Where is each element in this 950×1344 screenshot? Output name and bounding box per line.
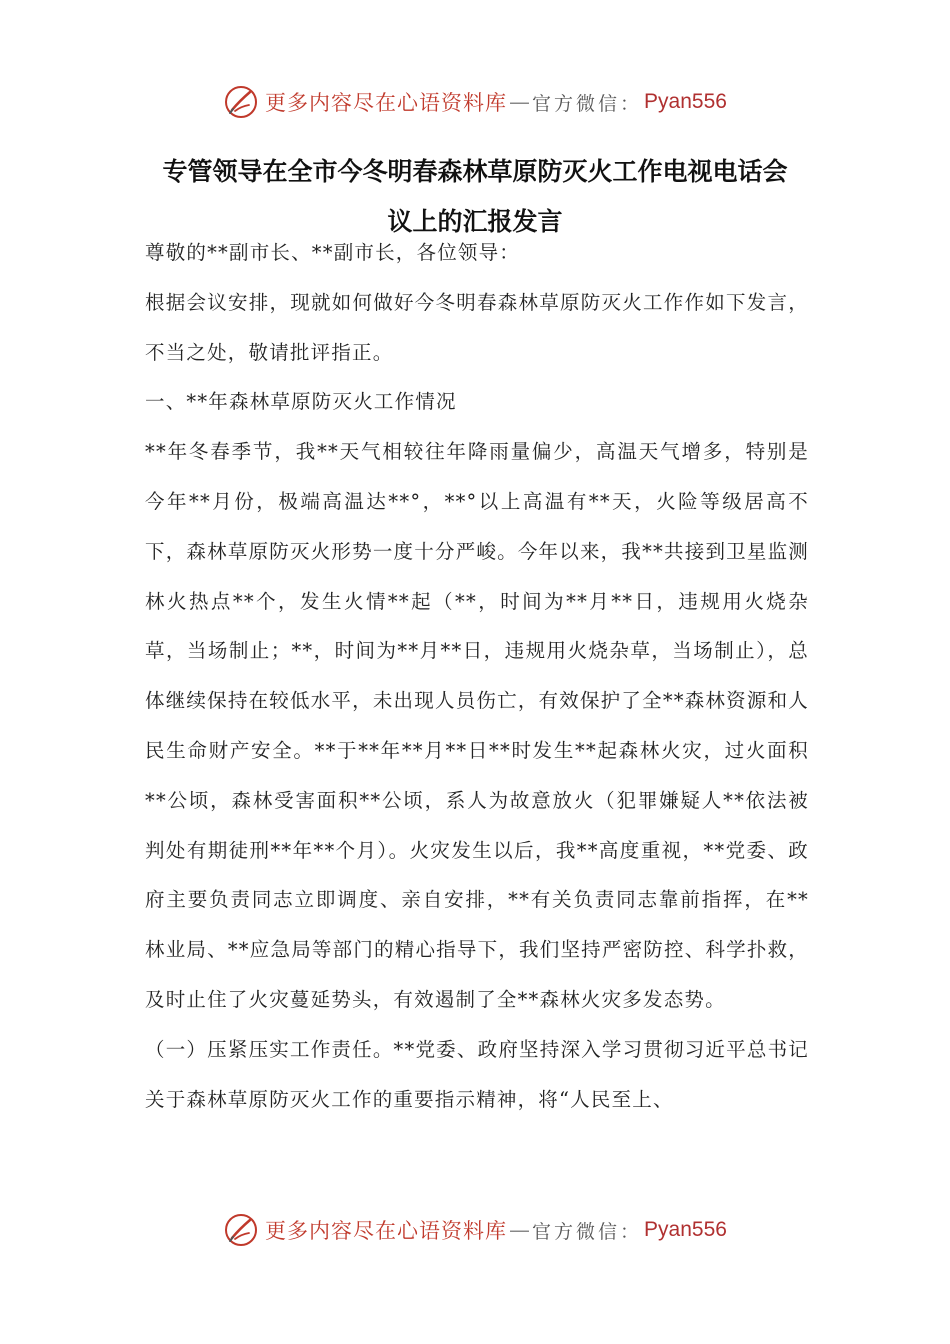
- body-paragraph: **年冬春季节，我**天气相较往年降雨量偏少，高温天气增多，特别是今年**月份，极端高温达**°，**°以上高温有**天，火险等级居高不下，森林草原防灭火形势一度十分严峻。今年以来，我**共接到卫星监测林火热点**个，发生火情**起（**，时间为**月**日，违规用火烧杂草，当场制止；**，时间为**月**日，违规用火烧杂草，当场制止），总体继续保持在较低水平，未出现人员伤亡，有效保护了全**森林资源和人民生命财产安全。**于**年**月**日**时发生**起森林火灾，过火面积**公顷，森林受害面积**公顷，系人为故意放火（犯罪嫌疑人**依法被判处有期徒刑**年**个月）。火灾发生以后，我**高度重视，**党委、政府主要负责同志立即调度、亲自安排，**有关负责同志靠前指挥，在**林业局、**应急局等部门的精心指导下，我们坚持严密防控、科学扑救，及时止住了火灾蔓延势头，有效遏制了全**森林火灾多发态势。: [145, 440, 809, 1011]
- document-body: [145, 228, 809, 1124]
- banner-official-label: 官方微信：: [532, 92, 643, 115]
- banner-wechat-id: Pyan556: [644, 1218, 727, 1241]
- banner-dash: —: [509, 90, 531, 114]
- banner-official-label: 官方微信：: [532, 1220, 643, 1243]
- intro-paragraph: 根据会议安排，现就如何做好今冬明春森林草原防灭火工作作如下发言，不当之处，敬请批评指正。: [145, 290, 809, 364]
- subsection-paragraph: （一）压紧压实工作责任。**党委、政府坚持深入学习贯彻习近平总书记关于森林草原防灭火工作的重要指示精神，将“人民至上、: [145, 1037, 809, 1111]
- document-title-line-1: 专管领导在全市今冬明春森林草原防灭火工作电视电话会: [162, 157, 788, 186]
- banner-dash: —: [509, 1218, 531, 1242]
- banner-brand-text: 更多内容尽在心语资料库: [265, 1219, 508, 1243]
- section-heading: 一、**年森林草原防灭火工作情况: [145, 390, 457, 414]
- header-banner: [0, 80, 950, 124]
- pen-logo-icon: [223, 84, 259, 120]
- banner-brand-text: 更多内容尽在心语资料库: [265, 91, 508, 115]
- footer-banner: [0, 1208, 950, 1252]
- document-title-line-2: 议上的汇报发言: [387, 207, 563, 236]
- pen-logo-icon: [223, 1212, 259, 1248]
- salutation: 尊敬的**副市长、**副市长，各位领导：: [145, 241, 521, 264]
- banner-wechat-id: Pyan556: [644, 90, 727, 113]
